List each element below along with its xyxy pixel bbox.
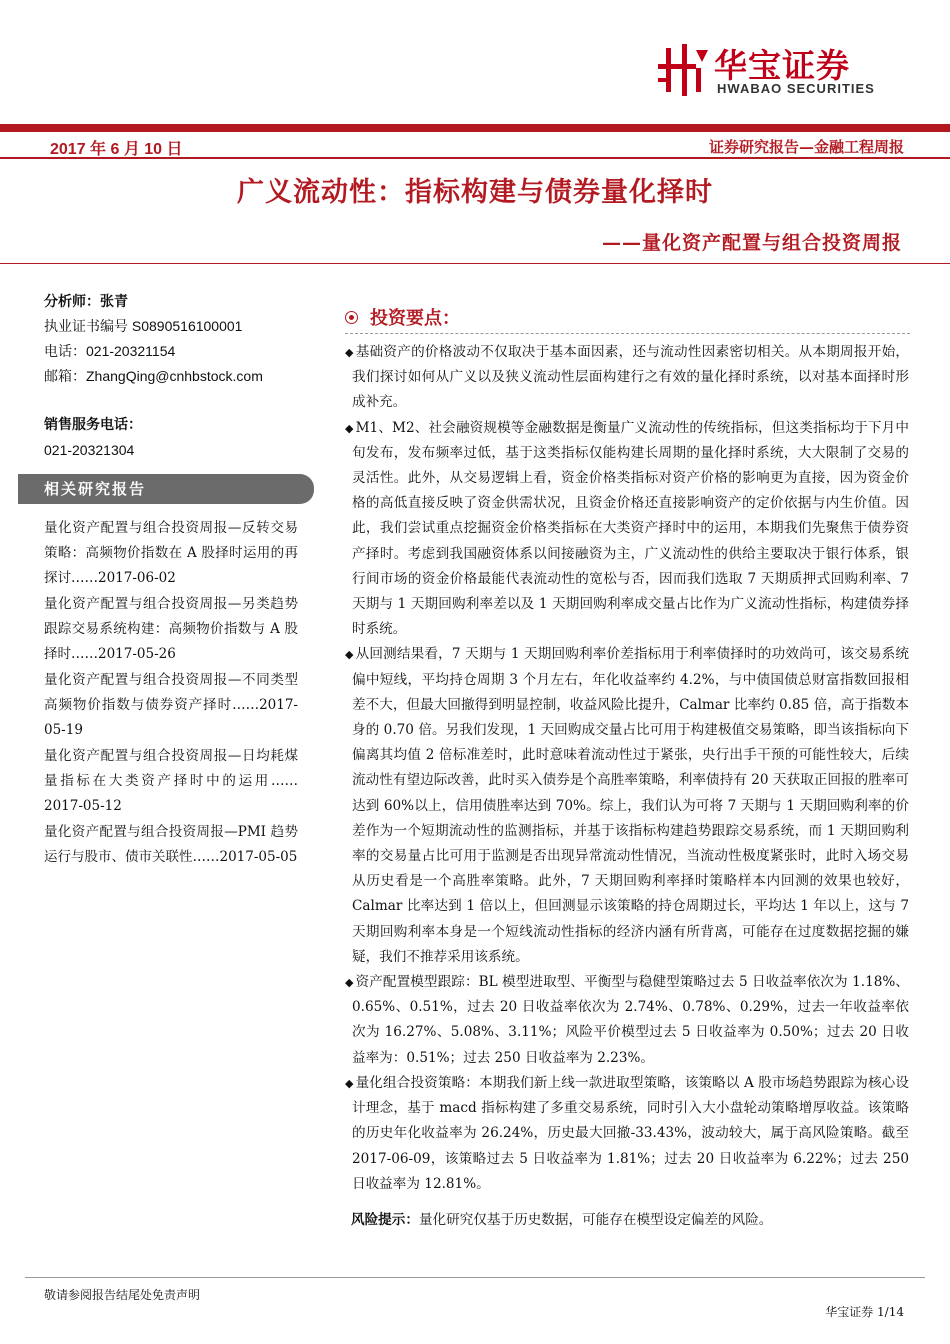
diamond-icon: ◆ <box>345 976 354 990</box>
related-report-item[interactable]: 量化资产配置与组合投资周报—另类趋势跟踪交易系统构建：高频物价指数与 A 股择时……2017-05-26 <box>44 596 298 662</box>
logo-en-text: HWABAO SECURITIES <box>717 81 875 96</box>
hwabao-logo-mark-icon <box>656 42 712 98</box>
diamond-icon: ◆ <box>345 648 354 662</box>
key-points-heading <box>345 304 460 330</box>
risk-label: 风险提示： <box>351 1212 419 1228</box>
analyst-cert: 执业证书编号 S0890516100001 <box>44 318 243 334</box>
diamond-icon: ◆ <box>345 1076 354 1090</box>
footer-divider <box>25 1277 925 1278</box>
analyst-phone: 电话：021-20321154 <box>44 343 176 359</box>
key-point-text: 资产配置模型跟踪：BL 模型进取型、平衡型与稳健型策略过去 5 日收益率依次为 1.18%、0.65%、0.51%，过去 20 日收益率依次为 2.74%、0.78%、0.29%，过去一年收益率依次为 16.27%、5.08%、3.11%；风险平价模型过去 5 日收益率为 0.50%；过去 20 日收益率为：0.51%；过去 250 日收益率为 2.23%。 <box>352 974 909 1066</box>
report-subtitle: ——量化资产配置与组合投资周报 <box>601 232 902 254</box>
risk-text: 量化研究仅基于历史数据，可能存在模型设定偏差的风险。 <box>418 1212 773 1228</box>
related-report-item[interactable]: 量化资产配置与组合投资周报—不同类型高频物价指数与债券资产择时……2017-05-19 <box>44 672 298 738</box>
risk-warning <box>351 1208 911 1233</box>
key-point-item <box>345 970 909 1071</box>
footer-page-number: 华宝证券 1/14 <box>825 1305 904 1319</box>
related-report-item[interactable]: 量化资产配置与组合投资周报—反转交易策略：高频物价指数在 A 股择时运用的再探讨……2017-06-02 <box>44 520 298 586</box>
sales-phone: 021-20321304 <box>44 442 135 458</box>
target-icon <box>345 311 358 324</box>
report-date: 2017 年 6 月 10 日 <box>50 141 183 158</box>
title-divider <box>0 263 950 264</box>
key-point-text: 量化组合投资策略：本期我们新上线一款进取型策略，该策略以 A 股市场趋势跟踪为核心设计理念，基于 macd 指标构建了多重交易系统，同时引入大小盘轮动策略增厚收益。该策略的历史年化收益率为 26.24%，历史最大回撤-33.43%，波动较大，属于高风险策略。截至 2017-06-09，该策略过去 5 日收益率为 1.81%；过去 20 日收益率为 6.22%；过去 250 日收益率为 12.81%。 <box>352 1074 909 1192</box>
key-points-list <box>345 340 909 1197</box>
key-point-item <box>345 416 909 643</box>
key-points-divider <box>345 333 910 335</box>
key-point-text: 基础资产的价格波动不仅取决于基本面因素，还与流动性因素密切相关。从本期周报开始，我们探讨如何从广义以及狭义流动性层面构建行之有效的量化择时系统，以对基本面择时形成补充。 <box>352 344 910 411</box>
analyst-email[interactable]: 邮箱：ZhangQing@cnhbstock.com <box>44 368 263 384</box>
key-point-text: 从回测结果看，7 天期与 1 天期回购利率价差指标用于利率债择时的功效尚可，该交易系统偏中短线，平均持仓周期 3 个月左右，年化收益率约 4.2%，与中债国债总财富指数回报相差不大，但最大回撤得到明显控制，收益风险比提升，Calmar 比率约 0.85 倍，高于指数本身的 0.70 倍。另我们发现，1 天回购成交量占比可用于构建极值交易策略，即当该指标向下偏离其均值 2 倍标准差时，此时意味着流动性过于紧张，央行出手干预的可能性较大，后续流动性有望边际改善，此时买入债券是个高胜率策略，利率债持有 20 天获取正回报的胜率可达到 60%以上，信用债胜率达到 70%。综上，我们认为可将 7 天期与 1 天期回购利率的价差作为一个短期流动性的监测指标，并基于该指标构建趋势跟踪交易系统，而 1 天期回购利率的交易量占比可用于监测是否出现异常流动性情况，当流动性极度紧张时，此时入场交易从历史看是一个高胜率策略。此外，7 天期回购利率择时策略样本内回测的效果也较好，Calmar 比率达到 1 倍以上，但回测显示该策略的持仓周期过长，平均达 1 年以上，这与 7 天期回购利率本身是一个短线流动性指标的经济内涵有所背离，可能存在过度数据挖掘的嫌疑，我们不推荐采用该系统。 <box>352 646 909 965</box>
hwabao-logo <box>656 40 926 100</box>
key-point-text: M1、M2、社会融资规模等金融数据是衡量广义流动性的传统指标，但这类指标均于下月中旬发布，发布频率过低，基于这类指标仅能构建长周期的量化择时系统，大大限制了交易的灵活性。此外，从交易逻辑上看，资金价格类指标对资产价格的影响更为直接，因为资金价格的高低直接反映了资金供需状况，且资金价格还直接影响资产的定价依据与内生价值。因此，我们尝试重点挖掘资金价格类指标在大类资产择时中的运用，本期我们先聚焦于债券资产择时。考虑到我国融资体系以间接融资为主，广义流动性的供给主要取决于银行体系，银行间市场的资金价格最能代表流动性的宽松与否，因而我们选取 7 天期质押式回购利率、7 天期与 1 天期回购利率差以及 1 天期回购利率成交量占比作为广义流动性指标，构建债券择时系统。 <box>352 419 909 638</box>
diamond-icon: ◆ <box>345 346 354 359</box>
footer-disclaimer: 敬请参阅报告结尾处免责声明 <box>44 1288 201 1302</box>
report-title: 广义流动性：指标构建与债券量化择时 <box>237 177 713 208</box>
key-point-item <box>345 340 909 416</box>
related-report-item[interactable]: 量化资产配置与组合投资周报—日均耗煤量指标在大类资产择时中的运用……2017-05-12 <box>44 748 298 814</box>
header-band-top-rule <box>0 124 950 132</box>
analyst-name: 分析师：张青 <box>44 294 128 310</box>
logo-cn-text: 华宝证券 <box>714 46 850 85</box>
key-point-item <box>345 642 909 970</box>
key-points-heading-text: 投资要点： <box>370 308 460 329</box>
diamond-icon: ◆ <box>345 421 354 435</box>
key-point-item <box>345 1071 909 1197</box>
report-category: 证券研究报告—金融工程周报 <box>708 138 904 156</box>
related-reports-list <box>44 516 298 871</box>
related-reports-heading <box>18 474 314 504</box>
sales-label: 销售服务电话： <box>44 417 142 433</box>
related-reports-heading-text: 相关研究报告 <box>44 480 147 498</box>
related-report-item[interactable]: 量化资产配置与组合投资周报—PMI 趋势运行与股市、债市关联性……2017-05-05 <box>44 824 298 865</box>
